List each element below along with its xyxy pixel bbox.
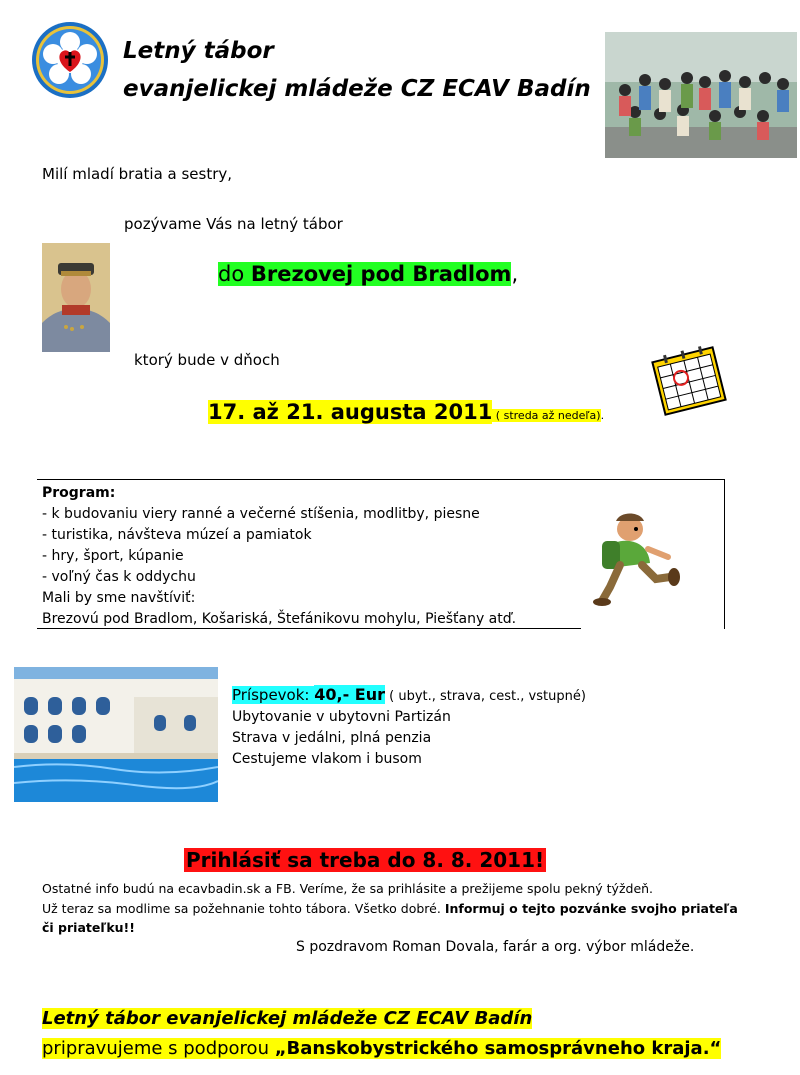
fee-label: Príspevok: xyxy=(232,686,315,704)
program-item: - k budovaniu viery ranné a večerné stíšenia, modlitby, piesne xyxy=(42,506,480,522)
greeting-text: Milí mladí bratia a sestry, xyxy=(42,165,233,183)
header-title-line1: Letný tábor xyxy=(123,38,274,64)
footer-support-text: pripravujeme s podporou xyxy=(42,1038,275,1059)
dates-note: ( streda až nedeľa) xyxy=(492,409,601,422)
fee-note: ( ubyt., strava, cest., vstupné) xyxy=(385,689,586,704)
info-line2-bold: Informuj o tejto pozvánke svojho priateľa xyxy=(444,901,738,916)
info-line2-text: Už teraz sa modlime sa požehnanie tohto tábora. Všetko dobré. xyxy=(42,901,445,916)
footer-title: Letný tábor evanjelickej mládeže CZ ECAV Badín xyxy=(42,1008,533,1029)
program-item: - hry, šport, kúpanie xyxy=(42,548,184,564)
hiker-icon xyxy=(590,505,686,607)
signup-text: Prihlásiť sa treba do 8. 8. 2011! xyxy=(186,848,545,872)
dates-main: 17. až 21. augusta 2011 xyxy=(208,400,493,424)
program-box-border xyxy=(37,628,581,629)
destination-place: Brezovej pod Bradlom xyxy=(250,262,512,286)
signature-text: S pozdravom Roman Dovala, farár a org. výbor mládeže. xyxy=(296,939,695,955)
fee-amount: 40,- Eur xyxy=(314,685,386,704)
destination-suffix: , xyxy=(511,262,519,286)
info-line2 xyxy=(42,901,738,916)
fee-detail: Ubytovanie v ubytovni Partizán xyxy=(232,709,451,725)
fee-detail: Strava v jedálni, plná penzia xyxy=(232,730,432,746)
program-item: Brezovú pod Bradlom, Košariská, Štefánikovu mohylu, Piešťany atď. xyxy=(42,611,517,627)
info-line3: či priateľku!! xyxy=(42,920,135,935)
footer-line1 xyxy=(42,1008,532,1029)
destination-line xyxy=(218,262,518,286)
program-item: - voľný čas k oddychu xyxy=(42,569,196,585)
signup-banner xyxy=(184,848,546,872)
header-title-line2: evanjelickej mládeže CZ ECAV Badín xyxy=(123,76,591,102)
days-intro-text: ktorý bude v dňoch xyxy=(134,351,280,369)
fee-line xyxy=(232,685,586,704)
portrait-photo xyxy=(42,243,110,352)
footer-line2 xyxy=(42,1038,721,1059)
calendar-icon xyxy=(648,344,730,418)
program-item: - turistika, návšteva múzeí a pamiatok xyxy=(42,527,312,543)
program-item: Mali by sme navštíviť: xyxy=(42,590,196,606)
program-heading: Program: xyxy=(42,485,116,501)
invite-text: pozývame Vás na letný tábor xyxy=(124,215,343,233)
info-line1: Ostatné info budú na ecavbadin.sk a FB. Veríme, že sa prihlásite a prežijeme spolu pekný týždeň. xyxy=(42,881,654,896)
luther-rose-logo xyxy=(30,20,110,100)
group-photo xyxy=(605,32,797,158)
dates-end: . xyxy=(600,409,605,422)
dates-line xyxy=(208,400,604,424)
footer-sponsor: „Banskobystrického samosprávneho kraja.“ xyxy=(274,1038,722,1059)
fee-detail: Cestujeme vlakom i busom xyxy=(232,751,422,767)
accommodation-photo xyxy=(14,667,218,802)
destination-prefix: do xyxy=(218,262,251,286)
